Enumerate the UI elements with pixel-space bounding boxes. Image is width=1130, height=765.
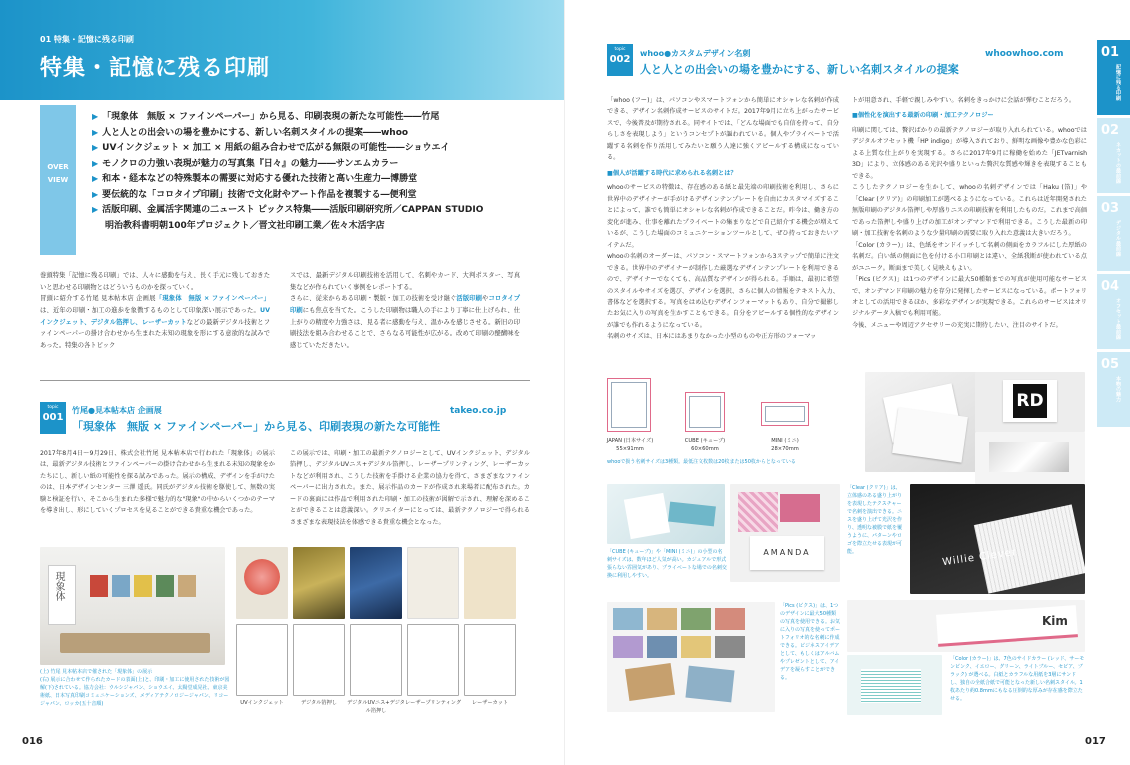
section-subtitle: 01 特集・記憶に残る印刷	[40, 35, 134, 44]
header-band	[0, 0, 565, 100]
chapter-tabs	[1097, 40, 1130, 730]
topic2-column-2: トが用意され、手軽で親しみやすい。名刺をきっかけに会話が弾むことだろう。 ■個性化を演出する最新の印刷・加工テクノロジー 印刷に関しては、贅沢ばかりの最新テクノロジーが取り入れられている。whooではデジタルオフセット機「HP indigo」が導入されており、鮮明な画像や豊かな色彩による上質な仕上がりを実現する。さらに2017年9月に稼働を始めた「JETvarnish 3D」により、立体感のある光沢や盛りといった贅沢な質感や輝きを表現することもできる。 こうしたテクノロジーを生かして、whooの名刺デザインでは「Haku (箔)」や「Clear (クリア)」の印刷加工が選べるようになっている。これらは近年開発された無版印刷のデジタル箔押しや厚盛りニスの印刷技術を利用したものだ。これまで高価であった箔押しや盛り上げの加工がオンデマンドで利用できる。こうした最新の印刷・加工技術を名刺のような少量印刷の需要に取り入れた意義は大きいだろう。 「Color (カラー)」は、色紙をサンドイッチして名刺の側面をカラフルにした厚紙の名刺だ。白い紙の側面に色を付ける小口印刷とは違い、全紙我断が使われている点がユニーク。断面まで美しく見映えもよい。 「Pics (ピクス)」は1つのデザインに最大50種類までの写真が使用可能なサービスで、オンデマンド印刷の魅力を存分に発揮したサービスになっている。ポートフォリオとしての活用できるほか、多彩なデザインが実現できる。これらのサービスはオリジナルデータ入稿でも利用可能。 今後、メニューや周辺アクセサリーの充実に期待したい、注目のサイトだ。	[852, 97, 1087, 329]
topic1-heading-large: 「現象体 無版 × ファインペーパー」から見る、印刷表現の新たな可能性	[72, 420, 441, 433]
tab-chapter-04[interactable]: 04 オフセット最前線	[1097, 274, 1130, 349]
clear-black-card-photo: Willie Clever	[910, 484, 1085, 594]
card-label: レーザーカット	[471, 700, 509, 706]
size-mini-diagram	[761, 402, 809, 426]
arrow-right-icon: ▶	[92, 158, 99, 168]
card-label: レーザープリンティング	[404, 700, 462, 706]
tab-chapter-05[interactable]: 05 本物の魅力	[1097, 352, 1130, 427]
topic1-heading-small: 竹尾●見本帖本店 企画展	[72, 406, 162, 415]
diagram-card-2	[293, 624, 345, 696]
overview-item: ▶ 和本・経本などの特殊製本の需要に対応する優れた技術と高い生産力―博勝堂	[92, 174, 418, 184]
page-number-right: 017	[1085, 736, 1106, 747]
color-caption: 「Color (カラー)」は、7色のサイドカラー (レッド、サーモンピンク、イエロー、グリーン、ライトブルー、セピア、ブラック) が選べる。白紙とカラフルな用紙を3層にサンドし、独自の全紙合紙で可能となった新しい名刺スタイル。1枚あたり約0.8mmにもなる圧倒的な厚みが存在感を際立たせる。	[950, 656, 1085, 702]
size-japan-diagram	[607, 378, 651, 432]
size-label: JAPAN (日本サイズ) 55×91mm	[606, 438, 654, 452]
size-label: MINI (ミニ) 28×70mm	[771, 438, 799, 452]
haku-rd-photo: RD	[975, 372, 1085, 432]
overview-item: 明治教科書明朝100年プロジェクト／晋文社印刷工業／佐々木活字店	[105, 220, 385, 231]
overview-item: ▶ UVインクジェット × 加工 × 用紙の組み合わせで広がる無限の可能性――ショウエイ	[92, 143, 450, 153]
clear-caption: 「Clear (クリア)」は、立体感のある盛り上がりを表現したテクスチャーで名刺を演出できる。ニスを盛り上げて光沢を作り、透明な被膜で紙を覆うように、パターンやロゴを際立たせる表現が可能。	[847, 485, 903, 555]
topic2-heading-large: 人と人との出会いの場を豊かにする、新しい名刺スタイルの提案	[640, 63, 959, 76]
topic1-column-2: この展示では、印刷・加工の最新テクノロジーとして、UVインクジェット、デジタル箔押し、デジタルUVニス+デジタル箔押し、レーザープリンティング、レーザーカットなどが利用され、こうした技術を手掛ける企業の協力を得て、さまざまなファインペーパーに出力された。また、展示作品のカードが作成され来場者に配布された。カードの裏面には作品で利用された印刷・加工の技術が図解で示され、理解を深めることができることは意義深い。クリエイターにとっては、最新テクノロジーで得られるさまざまな表現技法を体感できる貴重な機会となった。	[290, 450, 530, 526]
tab-chapter-03[interactable]: 03 デジタル最前線	[1097, 196, 1130, 271]
pics-photo	[607, 602, 775, 712]
size-cube-diagram	[685, 392, 725, 432]
card-label: デジタルUVニス+デジタル箔押し	[347, 700, 405, 714]
topic1-url[interactable]: takeo.co.jp	[450, 406, 507, 416]
haku-foil-photo	[975, 432, 1085, 484]
poster-laser-cut	[464, 547, 516, 619]
topic1-column-1: 2017年8月4日〜9月29日、株式会社竹尾 見本帖本店で行われた「現象体」の展示は、最新デジタル技術とファインペーパーの掛け合わせから生まれる未知の現象をかたちにし、新しい紙の可能性を探る試みであった。展示の構成、デザインを手がけたのは、日本デザインセンター 三澤 遥氏。同氏がデジタル技術を駆使して、無数の実験と検証を行い、そこから生まれた多様で魅力的な"現象"の中からいくつかのテーマを導き出し、形にしていくプロセスを見ることができる貴重な機会であった。	[40, 450, 275, 515]
topic-tag-002: topic 002	[607, 44, 633, 76]
right-page	[565, 0, 1130, 765]
section-divider	[40, 380, 530, 381]
pics-caption: 「Pics (ピクス)」は、1つのデザインに最大50種類の写真を使用できる。お気に入りの写真を使ってポートフォリオ的な名刺に作成できる。ビジネスアイデアとして、もしくはアルバムやプレゼントとして、アイデアを凝らすことができる。	[780, 603, 841, 681]
cube-mini-photo	[607, 484, 725, 544]
overview-list	[92, 111, 522, 235]
poster-uv-inkjet	[236, 547, 288, 619]
poster-laser-printing	[407, 547, 459, 619]
tab-chapter-01[interactable]: 01 記憶に残る印刷	[1097, 40, 1130, 115]
card-label: UVインクジェット	[240, 700, 284, 706]
card-label: デジタル箔押し	[300, 700, 337, 706]
arrow-right-icon: ▶	[92, 143, 99, 152]
overview	[40, 105, 520, 255]
topic2-column-1: 「whoo (フー)」は、パソコンやスマートフォンから簡単にオシャレな名刺が作成できる、デザイン名刺作成サービスのサイトだ。2017年9月に立ち上がったサービスで、今後普及が期待される。同サイトでは、「どんな場面でも自信を持って、自分らしさを表現しよう」というコンセプトが謳われている。個人やプライベートで活躍する名刺を作り活用してみたいと願う人達に強くアピールする構成になっている。 ■個人が活躍する時代に求められる名刺とは？ whooのサービスの特徴は、存在感のある紙と最先端の印刷技術を利用し、さらに世界中のデザイナーが手がけるデザインテンプレートを自由にカスタマイズすることによって、誰でも簡単にオシャレな名刺が作成できることだ。昨今は、働き方の変化が進み、仕事を離れたプライベートの集まりなどで自己紹介する機会が増えているが、こうした場面のコミュニケーションツールとして、ぜひ持っておきたいアイテムだ。 whooの名刺のオーダーは、パソコン・スマートフォンから3ステップで簡単に注文できる。世界中のデザイナーが制作した厳選なデザインテンプレートを利用できるので、デザイナーでなくても、高品質なデザインが得られる。手順は、最初に希望のスタイルやサイズを選び、デザインを選択、さらに個人の情報をテキスト入力、書体などを選択する。写真をはめ込むデザインフォーマットもあり、自分で撮影したお気に入りの写真を生かすこともできる。自分をアピールする個性的なデザインが誰でも作れるようになっている。 名刺のサイズは、日本にはあまりなかった小型のものや正方形のフォーマッ	[607, 97, 839, 341]
topic2-url[interactable]: whoowhoo.com	[985, 49, 1064, 59]
intro-column-1: 巻頭特集「記憶に残る印刷」では、人々に感動を与え、長く手元に残しておきたいと思わせる印刷物とはどういうものかを探っていく。 冒頭に紹介する竹尾 見本帖本店 企画展「現象体 無版 × ファインペーパー」は、近年の印刷・加工の進歩を象徴するものとして印象深い展示であった。UVインクジェット、デジタル箔押し、レーザーカットなどの最新デジタル技術とファインペーパーの掛け合わせから生まれた未知の現象を形にする意欲的な試みであった。特集の各トピック	[40, 272, 270, 349]
exhibition-photo: 現象体	[40, 547, 225, 665]
page-title: 特集・記憶に残る印刷	[40, 56, 271, 81]
diagram-card-5	[464, 624, 516, 696]
topic2-heading-small: whoo●カスタムデザイン名刺	[640, 49, 751, 58]
topic-tag-001: topic 001	[40, 402, 66, 434]
arrow-right-icon: ▶	[92, 127, 99, 137]
arrow-right-icon: ▶	[92, 174, 99, 183]
clear-cards-photo	[865, 372, 985, 472]
overview-item: ▶ 活版印刷、金属活字関連の二ュースト ピックス特集――活版印刷研究所／CAPPAN STUDIO	[92, 205, 484, 215]
overview-item: ▶ 「現象体 無版 × ファインペーパー」から見る、印刷表現の新たな可能性――竹尾	[92, 112, 440, 122]
overview-item: ▶ 要伝統的な「コロタイプ印刷」技術で文化財やアート作品を複製する―便利堂	[92, 189, 417, 200]
arrow-right-icon: ▶	[92, 189, 99, 199]
color-stack-photo	[847, 655, 942, 715]
arrow-right-icon: ▶	[92, 205, 99, 214]
intro-column-2: スでは、最新デジタル印刷技術を活用して、名刺やカード、大判ポスター、写真集などが作られていく事例をレポートする。 さらに、従来からある印刷・製版・加工の技術を受け継ぐ活版印刷やコロタイプ印刷にも焦点を当てた。こうした印刷物は職人の手により丁寧に仕上げられ、仕上がりの精度や力強さは、見る者に感動を与え、温かみを感じさせる。新旧の印刷技法を組み合わせることで、さらなる可能性が広がる。改めて印刷の醍醐味を感じていただきたい。	[290, 272, 521, 349]
diagram-card-4	[407, 624, 459, 696]
color-photo: Kim	[847, 600, 1085, 652]
amanda-photo: AMANDA	[730, 484, 840, 582]
overview-item: ▶ モノクロの力強い表現が魅力の写真集『日々』の魅力――サンエムカラー	[92, 158, 399, 169]
overview-label: OVER VIEW	[40, 105, 76, 255]
overview-item: ▶ 人と人との出会いの場を豊かにする、新しい名刺スタイルの提案――whoo	[92, 127, 409, 138]
arrow-right-icon: ▶	[92, 112, 99, 121]
size-label: CUBE (キューブ) 60×60mm	[684, 438, 726, 452]
diagram-card-1	[236, 624, 288, 696]
sizes-caption: whooで扱う名刺サイズは3種類。最低注文枚数は20枚または50枚からとなっている	[607, 459, 796, 465]
diagram-card-3	[350, 624, 402, 696]
tab-chapter-02[interactable]: 02 ネカットの最前線	[1097, 118, 1130, 193]
cube-caption: 「CUBE (キューブ)」や「MINI (ミニ)」の小型の名刺サイズは、数年ほど人気が高い。カジュアルで形式張らない雰囲気があり、プライベートな場での名刺交換に利用しやすい。	[607, 549, 727, 579]
exhibition-caption: (上) 竹尾 見本帖本店で催された「現象体」の展示 (右) 展示に合わせて作られたカードの表面(上)と、印刷・加工に使用された技術が図解(下)されている。協力会社：ウルシジャパン、ショウエイ、太陽堂成晃社、東京美術紙、日本写真印刷コミュニケーションズ、メディアテクノロジージャパン、リコージャパン、ロッカ(五十音順)	[40, 669, 230, 707]
poster-uv-varnish	[350, 547, 402, 619]
poster-digital-foil	[293, 547, 345, 619]
page-number-left: 016	[22, 736, 43, 747]
